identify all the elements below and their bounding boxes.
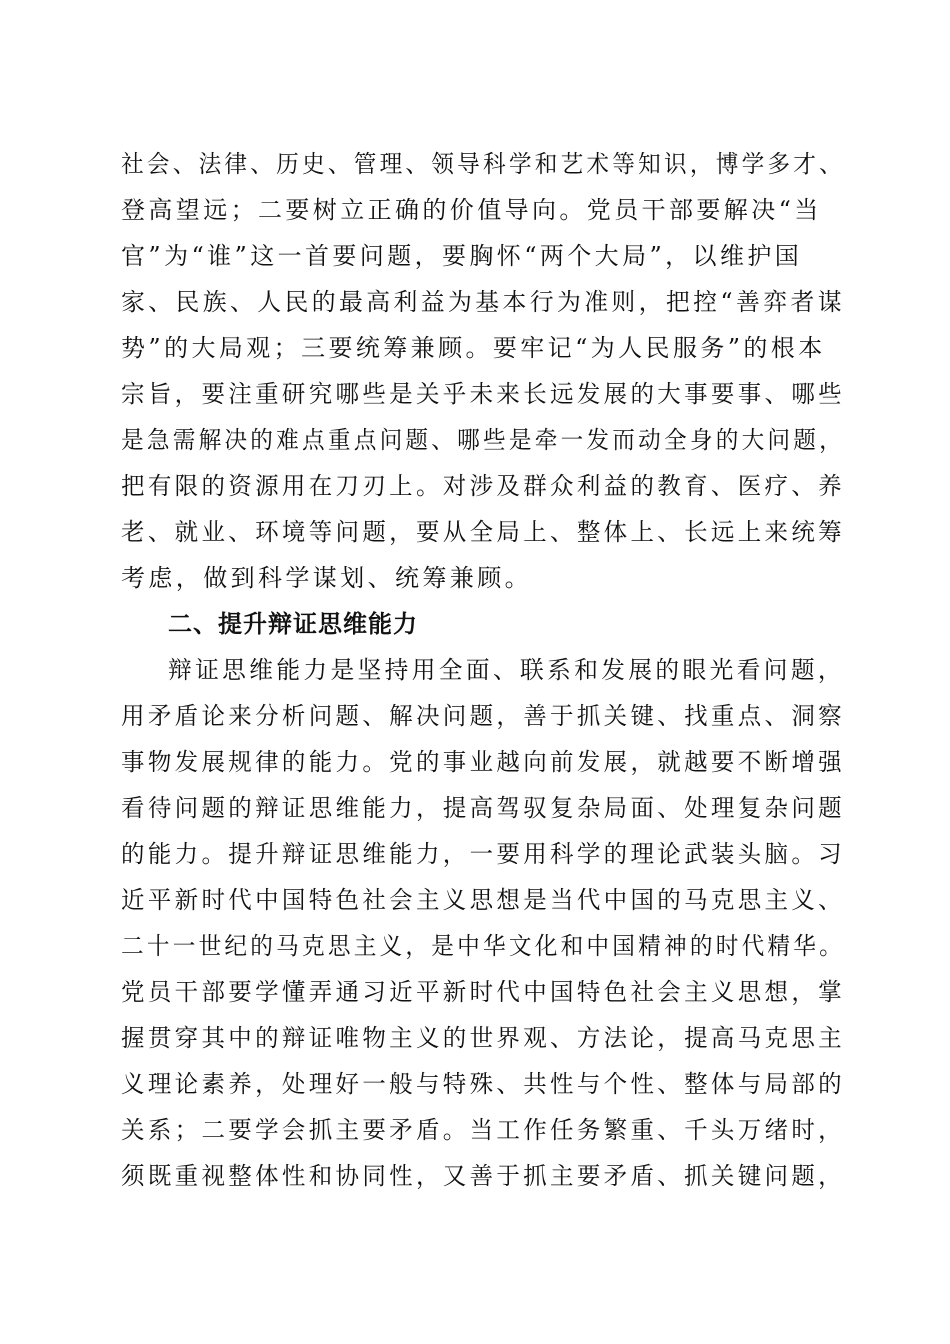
text-line: 的能力。提升辩证思维能力，一要用科学的理论武装头脑。习 [121, 840, 845, 868]
text-line: 官”为“谁”这一首要问题，要胸怀“两个大局”，以维护国 [121, 242, 803, 270]
text-line: 考虑，做到科学谋划、统筹兼顾。 [121, 564, 532, 592]
text-line: 用矛盾论来分析问题、解决问题，善于抓关键、找重点、洞察 [121, 702, 845, 730]
section-heading: 二、提升辩证思维能力 [168, 610, 418, 638]
text-line: 党员干部要学懂弄通习近平新时代中国特色社会主义思想，掌 [121, 978, 845, 1006]
text-line: 登高望远；二要树立正确的价值导向。党员干部要解决“当 [121, 196, 822, 224]
text-line: 社会、法律、历史、管理、领导科学和艺术等知识，博学多才、 [121, 150, 846, 178]
text-line: 老、就业、环境等问题，要从全局上、整体上、长远上来统筹 [121, 518, 845, 546]
text-line: 近平新时代中国特色社会主义思想是当代中国的马克思主义、 [121, 886, 845, 914]
text-line: 须既重视整体性和协同性，又善于抓主要矛盾、抓关键问题， [121, 1162, 845, 1190]
text-line: 事物发展规律的能力。党的事业越向前发展，就越要不断增强 [121, 748, 845, 776]
text-line: 是急需解决的难点重点问题、哪些是牵一发而动全身的大问题， [121, 426, 846, 454]
text-line: 关系；二要学会抓主要矛盾。当工作任务繁重、千头万绪时， [121, 1116, 845, 1144]
text-line: 家、民族、人民的最高利益为基本行为准则，把控“善弈者谋 [121, 288, 846, 316]
text-line: 二十一世纪的马克思主义，是中华文化和中国精神的时代精华。 [121, 932, 846, 960]
text-line: 握贯穿其中的辩证唯物主义的世界观、方法论，提高马克思主 [121, 1024, 845, 1052]
text-line: 辩证思维能力是坚持用全面、联系和发展的眼光看问题， [168, 656, 845, 684]
text-line: 宗旨，要注重研究哪些是关乎未来长远发展的大事要事、哪些 [121, 380, 845, 408]
text-line: 把有限的资源用在刀刃上。对涉及群众利益的教育、医疗、养 [121, 472, 845, 500]
text-line: 义理论素养，处理好一般与特殊、共性与个性、整体与局部的 [121, 1070, 845, 1098]
text-line: 看待问题的辩证思维能力，提高驾驭复杂局面、处理复杂问题 [121, 794, 845, 822]
text-line: 势”的大局观；三要统筹兼顾。要牢记“为人民服务”的根本 [121, 334, 826, 362]
